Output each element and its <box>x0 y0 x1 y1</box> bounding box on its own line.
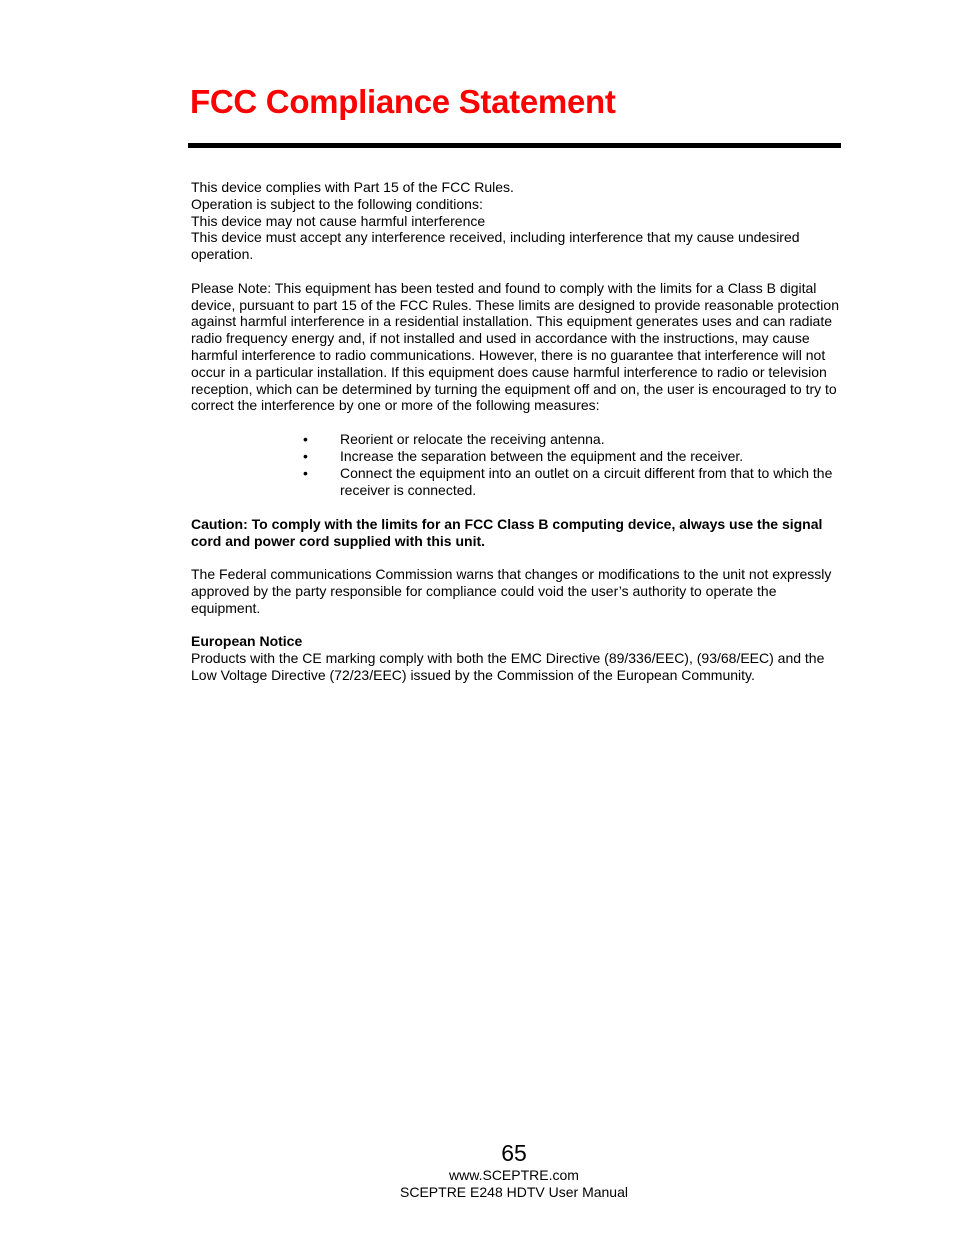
document-body <box>191 179 841 684</box>
spacer <box>191 549 841 566</box>
measure-text: Connect the equipment into an outlet on a circuit different from that to which the receiver is connected. <box>340 465 833 498</box>
list-item <box>303 448 841 465</box>
measures-list <box>191 431 841 499</box>
intro-line: This device may not cause harmful interference <box>191 212 486 229</box>
footer-manual-title: SCEPTRE E248 HDTV User Manual <box>400 1184 628 1200</box>
note-paragraph: Please Note: This equipment has been tested and found to comply with the limits for a Class B digital device, pursuant to part 15 of the FCC Rules. These limits are designed to provide reasonable protection against harmful interference in a residential installation. This equipment generates uses and can radiate radio frequency energy and, if not installed and used in accordance with the instructions, may cause harmful interference to radio communications. However, there is no guarantee that interference will not occur in a particular installation. If this equipment does cause harmful interference to radio or television reception, which can be determined by turning the equipment off and on, the user is encouraged to try to correct the interference by one or more of the following measures: <box>191 279 839 414</box>
spacer <box>191 499 841 516</box>
title-divider <box>188 143 841 148</box>
page-number: 65 <box>501 1140 527 1166</box>
spacer <box>191 414 841 431</box>
list-item <box>303 430 841 448</box>
intro-line: This device must accept any interference received, including interference that my cause undesired operation. <box>191 229 800 263</box>
footer-website: www.SCEPTRE.com <box>449 1167 579 1183</box>
bullet-icon: • <box>303 465 308 482</box>
intro-line: Operation is subject to the following conditions: <box>191 195 483 212</box>
bullet-icon: • <box>303 430 308 447</box>
european-notice-heading: European Notice <box>191 633 303 650</box>
list-item <box>303 465 841 499</box>
spacer <box>191 617 841 634</box>
caution-paragraph: Caution: To comply with the limits for an FCC Class B computing device, always use the signal cord and power cord supplied with this unit. <box>191 515 823 549</box>
bullet-icon: • <box>303 448 308 465</box>
european-notice-paragraph: Products with the CE marking comply with both the EMC Directive (89/336/EEC), (93/68/EEC) and the Low Voltage Directive (72/23/EEC) issued by the Commission of the European Community. <box>191 650 825 683</box>
page-footer <box>300 1139 728 1201</box>
intro-line: This device complies with Part 15 of the FCC Rules. <box>191 179 514 195</box>
measure-text: Reorient or relocate the receiving antenna. <box>340 430 605 447</box>
page-title: FCC Compliance Statement <box>190 83 616 120</box>
measure-text: Increase the separation between the equipment and the receiver. <box>340 448 744 465</box>
federal-notice-paragraph: The Federal communications Commission warns that changes or modifications to the unit not expressly approved by the party responsible for compliance could void the user’s authority to operate the equipment. <box>191 566 832 616</box>
spacer <box>191 263 841 280</box>
